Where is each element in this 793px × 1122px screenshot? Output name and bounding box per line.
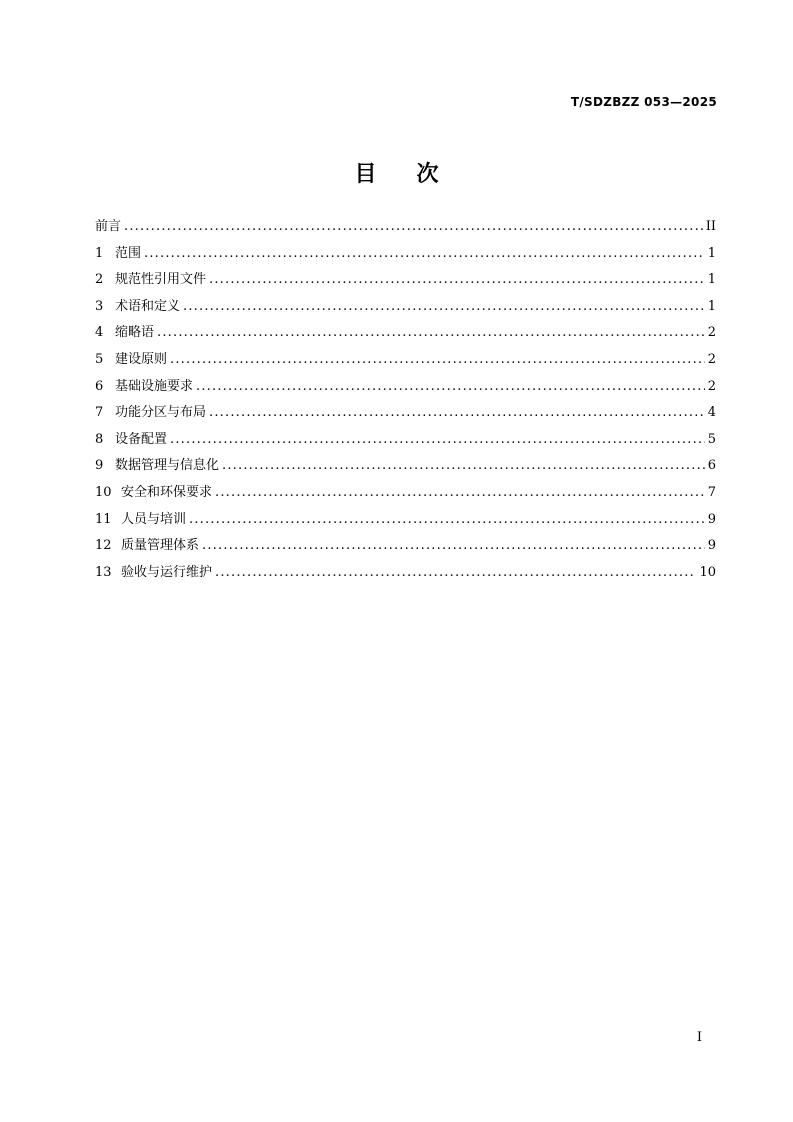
toc-entry-2[interactable]	[95, 267, 716, 294]
toc-list	[95, 214, 716, 586]
toc-entry-label: 质量管理体系	[121, 538, 200, 554]
toc-entry-label: 安全和环保要求	[121, 484, 213, 500]
toc-entry-page: II	[705, 219, 716, 234]
toc-entry-page: 6	[707, 458, 716, 474]
toc-entry-number: 11	[95, 511, 112, 527]
toc-entry-page: 4	[707, 405, 716, 421]
toc-entry-page: 10	[699, 564, 716, 580]
toc-entry-label: 基础设施要求	[115, 378, 194, 394]
toc-leader-dots	[144, 241, 705, 268]
toc-leader-dots	[222, 453, 705, 480]
toc-entry-label: 范围	[115, 245, 142, 261]
toc-leader-dots	[202, 533, 705, 560]
toc-entry-number: 2	[95, 272, 104, 288]
page-number: I	[696, 1030, 702, 1045]
toc-leader-dots	[124, 214, 703, 241]
toc-entry-label: 前言	[95, 219, 122, 234]
toc-entry-page: 9	[707, 538, 716, 554]
toc-entry-label: 数据管理与信息化	[115, 458, 220, 474]
toc-leader-dots	[170, 427, 705, 454]
toc-entry-4[interactable]	[95, 320, 716, 347]
toc-entry-number: 12	[95, 538, 112, 554]
toc-entry-page: 5	[707, 431, 716, 447]
toc-title-right: 次	[416, 162, 439, 187]
toc-leader-dots	[196, 374, 705, 401]
toc-entry-number: 9	[95, 458, 104, 474]
toc-entry-page: 1	[707, 272, 716, 288]
toc-entry-number: 5	[95, 351, 104, 367]
toc-entry-label: 设备配置	[115, 431, 168, 447]
toc-entry-13[interactable]	[95, 560, 716, 587]
toc-entry-number: 4	[95, 325, 104, 341]
toc-entry-label: 规范性引用文件	[115, 272, 207, 288]
toc-entry-7[interactable]	[95, 400, 716, 427]
toc-entry-label: 功能分区与布局	[115, 405, 207, 421]
toc-entry-number: 13	[95, 564, 112, 580]
toc-entry-label: 人员与培训	[121, 511, 187, 527]
toc-entry-8[interactable]	[95, 427, 716, 454]
toc-entry-10[interactable]	[95, 480, 716, 507]
toc-entry-5[interactable]	[95, 347, 716, 374]
toc-leader-dots	[215, 480, 705, 507]
toc-entry-9[interactable]	[95, 453, 716, 480]
document-code: T/SDZBZZ 053—2025	[570, 95, 717, 109]
toc-entry-page: 2	[707, 378, 716, 394]
toc-title-left: 目	[354, 162, 377, 187]
toc-entry-page: 2	[707, 351, 716, 367]
toc-entry-6[interactable]	[95, 374, 716, 401]
toc-title	[0, 160, 793, 190]
toc-entry-page: 1	[707, 245, 716, 261]
toc-entry-page: 2	[707, 325, 716, 341]
toc-entry-number: 10	[95, 484, 112, 500]
toc-entry-number: 3	[95, 298, 104, 314]
toc-entry-12[interactable]	[95, 533, 716, 560]
toc-entry-11[interactable]	[95, 507, 716, 534]
toc-entry-label: 缩略语	[115, 325, 155, 341]
toc-leader-dots	[157, 320, 705, 347]
toc-entry-1[interactable]	[95, 241, 716, 268]
toc-entry-label: 建设原则	[115, 351, 168, 367]
toc-entry-foreword[interactable]	[95, 214, 716, 241]
toc-leader-dots	[189, 507, 705, 534]
toc-entry-number: 8	[95, 431, 104, 447]
toc-entry-number: 1	[95, 245, 104, 261]
toc-entry-3[interactable]	[95, 294, 716, 321]
toc-leader-dots	[215, 560, 696, 587]
toc-leader-dots	[183, 294, 705, 321]
toc-leader-dots	[170, 347, 705, 374]
toc-entry-page: 1	[707, 298, 716, 314]
toc-entry-label: 验收与运行维护	[121, 564, 213, 580]
toc-leader-dots	[209, 400, 705, 427]
toc-entry-page: 7	[707, 484, 716, 500]
toc-entry-number: 6	[95, 378, 104, 394]
toc-entry-label: 术语和定义	[115, 298, 181, 314]
toc-entry-page: 9	[707, 511, 716, 527]
toc-leader-dots	[209, 267, 705, 294]
toc-entry-number: 7	[95, 405, 104, 421]
